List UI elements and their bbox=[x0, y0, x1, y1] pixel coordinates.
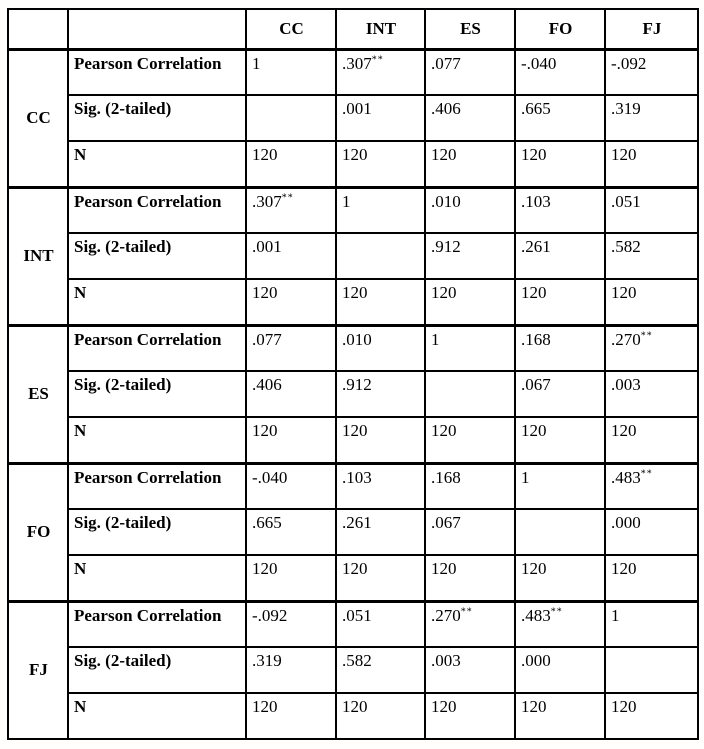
group-label-cc: CC bbox=[8, 49, 68, 187]
value-cc-n-cc: 120 bbox=[246, 141, 336, 187]
table-row bbox=[8, 187, 698, 233]
significance-asterisks: ** bbox=[281, 191, 294, 203]
stat-label-sig: Sig. (2-tailed) bbox=[68, 647, 246, 693]
value-es-sig-fj: .003 bbox=[605, 371, 698, 417]
value-int-sig-fj: .582 bbox=[605, 233, 698, 279]
stat-label-sig: Sig. (2-tailed) bbox=[68, 371, 246, 417]
value-es-n-es: 120 bbox=[425, 417, 515, 463]
value-int-n-es: 120 bbox=[425, 279, 515, 325]
value-fj-n-es: 120 bbox=[425, 693, 515, 739]
value-fj-n-cc: 120 bbox=[246, 693, 336, 739]
table-row bbox=[8, 371, 698, 417]
value-cc-pearson-fj: -.092 bbox=[605, 49, 698, 95]
significance-asterisks: ** bbox=[371, 53, 384, 65]
stat-label-sig: Sig. (2-tailed) bbox=[68, 509, 246, 555]
correlation-table bbox=[7, 8, 699, 740]
value-es-sig-es bbox=[425, 371, 515, 417]
table-row bbox=[8, 325, 698, 371]
value-fj-sig-fj bbox=[605, 647, 698, 693]
value-cc-sig-cc bbox=[246, 95, 336, 141]
group-label-fo: FO bbox=[8, 463, 68, 601]
value-cc-pearson-fo: -.040 bbox=[515, 49, 605, 95]
table-row bbox=[8, 49, 698, 95]
value-cc-pearson-es: .077 bbox=[425, 49, 515, 95]
value-es-pearson-es: 1 bbox=[425, 325, 515, 371]
value-cc-sig-fj: .319 bbox=[605, 95, 698, 141]
value-cc-n-int: 120 bbox=[336, 141, 425, 187]
table-row bbox=[8, 417, 698, 463]
value-es-pearson-cc: .077 bbox=[246, 325, 336, 371]
stat-label-pearson: Pearson Correlation bbox=[68, 187, 246, 233]
value-es-sig-fo: .067 bbox=[515, 371, 605, 417]
significance-asterisks: ** bbox=[640, 329, 653, 341]
value-fj-pearson-cc: -.092 bbox=[246, 601, 336, 647]
value-int-pearson-es: .010 bbox=[425, 187, 515, 233]
value-fo-sig-cc: .665 bbox=[246, 509, 336, 555]
value-int-pearson-int: 1 bbox=[336, 187, 425, 233]
value-cc-pearson-cc: 1 bbox=[246, 49, 336, 95]
group-es bbox=[8, 325, 698, 463]
corner-cell-group bbox=[8, 9, 68, 49]
value-fj-sig-es: .003 bbox=[425, 647, 515, 693]
value-fj-pearson-int: .051 bbox=[336, 601, 425, 647]
value-es-sig-int: .912 bbox=[336, 371, 425, 417]
value-es-n-cc: 120 bbox=[246, 417, 336, 463]
value-fo-pearson-fj: .483** bbox=[605, 463, 698, 509]
group-label-int: INT bbox=[8, 187, 68, 325]
stat-label-pearson: Pearson Correlation bbox=[68, 463, 246, 509]
value-int-pearson-fj: .051 bbox=[605, 187, 698, 233]
value-fj-pearson-fo: .483** bbox=[515, 601, 605, 647]
table-row bbox=[8, 693, 698, 739]
table-row bbox=[8, 647, 698, 693]
table-row bbox=[8, 141, 698, 187]
value-int-pearson-fo: .103 bbox=[515, 187, 605, 233]
table-header bbox=[8, 9, 698, 49]
stat-label-n: N bbox=[68, 693, 246, 739]
value-fo-n-cc: 120 bbox=[246, 555, 336, 601]
column-header-fo: FO bbox=[515, 9, 605, 49]
column-header-fj: FJ bbox=[605, 9, 698, 49]
value-es-pearson-fj: .270** bbox=[605, 325, 698, 371]
corner-cell-stat bbox=[68, 9, 246, 49]
table-row bbox=[8, 279, 698, 325]
value-int-sig-cc: .001 bbox=[246, 233, 336, 279]
group-label-es: ES bbox=[8, 325, 68, 463]
value-es-pearson-fo: .168 bbox=[515, 325, 605, 371]
value-fo-sig-fj: .000 bbox=[605, 509, 698, 555]
value-fj-n-fj: 120 bbox=[605, 693, 698, 739]
value-int-n-cc: 120 bbox=[246, 279, 336, 325]
group-int bbox=[8, 187, 698, 325]
stat-label-n: N bbox=[68, 417, 246, 463]
value-int-sig-es: .912 bbox=[425, 233, 515, 279]
value-es-pearson-int: .010 bbox=[336, 325, 425, 371]
group-fj bbox=[8, 601, 698, 739]
value-fj-pearson-fj: 1 bbox=[605, 601, 698, 647]
table-row bbox=[8, 601, 698, 647]
group-cc bbox=[8, 49, 698, 187]
value-fo-n-fj: 120 bbox=[605, 555, 698, 601]
table-row bbox=[8, 463, 698, 509]
significance-asterisks: ** bbox=[550, 605, 563, 617]
table-row bbox=[8, 233, 698, 279]
significance-asterisks: ** bbox=[640, 467, 653, 479]
value-fj-sig-fo: .000 bbox=[515, 647, 605, 693]
value-es-n-fo: 120 bbox=[515, 417, 605, 463]
value-cc-sig-fo: .665 bbox=[515, 95, 605, 141]
header-row bbox=[8, 9, 698, 49]
value-fj-sig-cc: .319 bbox=[246, 647, 336, 693]
stat-label-pearson: Pearson Correlation bbox=[68, 601, 246, 647]
value-cc-sig-es: .406 bbox=[425, 95, 515, 141]
value-fo-sig-fo bbox=[515, 509, 605, 555]
value-es-sig-cc: .406 bbox=[246, 371, 336, 417]
stat-label-n: N bbox=[68, 555, 246, 601]
group-label-fj: FJ bbox=[8, 601, 68, 739]
stat-label-sig: Sig. (2-tailed) bbox=[68, 95, 246, 141]
group-fo bbox=[8, 463, 698, 601]
column-header-es: ES bbox=[425, 9, 515, 49]
stat-label-sig: Sig. (2-tailed) bbox=[68, 233, 246, 279]
value-fo-sig-es: .067 bbox=[425, 509, 515, 555]
column-header-cc: CC bbox=[246, 9, 336, 49]
value-int-sig-fo: .261 bbox=[515, 233, 605, 279]
value-cc-pearson-int: .307** bbox=[336, 49, 425, 95]
stat-label-n: N bbox=[68, 279, 246, 325]
value-cc-sig-int: .001 bbox=[336, 95, 425, 141]
significance-asterisks: ** bbox=[460, 605, 473, 617]
value-es-n-fj: 120 bbox=[605, 417, 698, 463]
value-fo-n-fo: 120 bbox=[515, 555, 605, 601]
value-fo-sig-int: .261 bbox=[336, 509, 425, 555]
table-row bbox=[8, 95, 698, 141]
value-cc-n-fo: 120 bbox=[515, 141, 605, 187]
value-fo-pearson-es: .168 bbox=[425, 463, 515, 509]
stat-label-pearson: Pearson Correlation bbox=[68, 325, 246, 371]
value-int-n-fj: 120 bbox=[605, 279, 698, 325]
value-fj-pearson-es: .270** bbox=[425, 601, 515, 647]
value-fj-n-fo: 120 bbox=[515, 693, 605, 739]
value-int-pearson-cc: .307** bbox=[246, 187, 336, 233]
table-row bbox=[8, 509, 698, 555]
value-fj-n-int: 120 bbox=[336, 693, 425, 739]
stat-label-n: N bbox=[68, 141, 246, 187]
value-int-sig-int bbox=[336, 233, 425, 279]
value-cc-n-es: 120 bbox=[425, 141, 515, 187]
value-cc-n-fj: 120 bbox=[605, 141, 698, 187]
value-fo-n-int: 120 bbox=[336, 555, 425, 601]
value-fo-pearson-fo: 1 bbox=[515, 463, 605, 509]
value-fo-pearson-int: .103 bbox=[336, 463, 425, 509]
column-header-int: INT bbox=[336, 9, 425, 49]
value-fo-pearson-cc: -.040 bbox=[246, 463, 336, 509]
value-fj-sig-int: .582 bbox=[336, 647, 425, 693]
value-int-n-fo: 120 bbox=[515, 279, 605, 325]
value-int-n-int: 120 bbox=[336, 279, 425, 325]
stat-label-pearson: Pearson Correlation bbox=[68, 49, 246, 95]
table-row bbox=[8, 555, 698, 601]
value-fo-n-es: 120 bbox=[425, 555, 515, 601]
value-es-n-int: 120 bbox=[336, 417, 425, 463]
